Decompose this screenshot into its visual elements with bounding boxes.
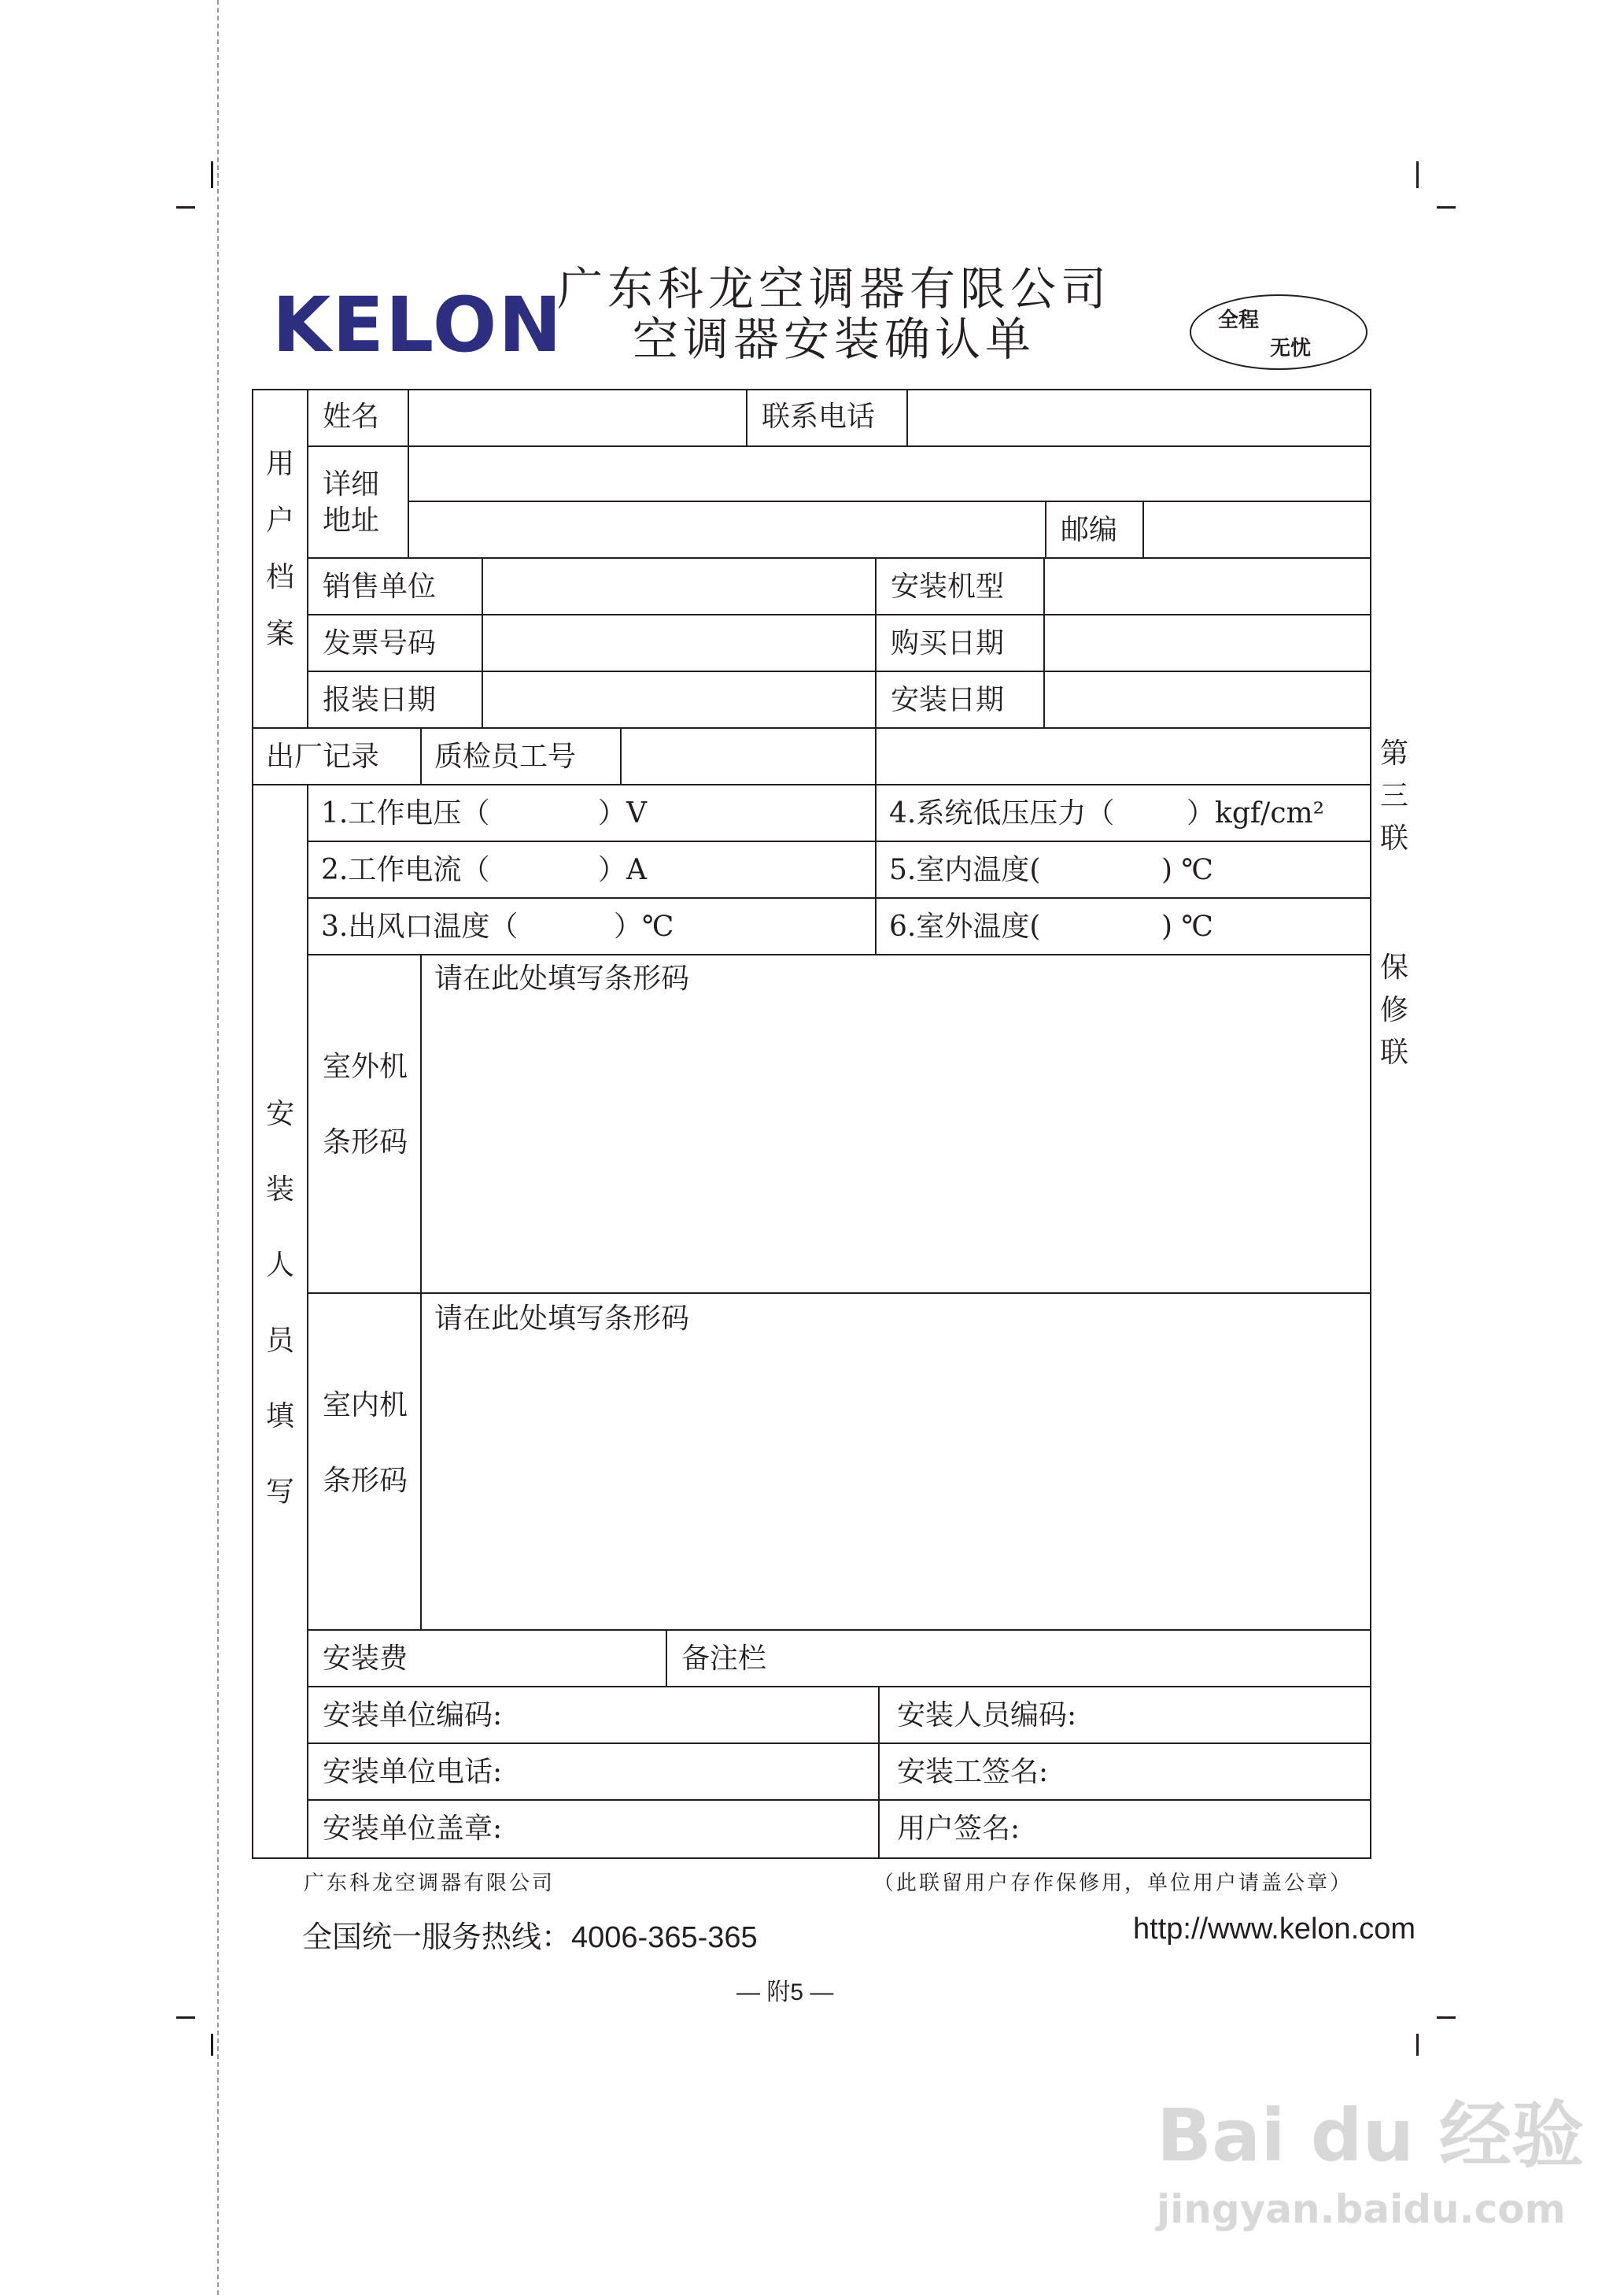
label-remarks: 备注栏 [681,1643,767,1675]
label-sales-unit: 销售单位 [323,571,437,603]
outdoor-barcode-hint: 请在此处填写条形码 [434,963,690,995]
section-user-4: 案 [265,618,294,650]
unit-voltage: ）V [598,797,647,830]
watermark-url: jingyan.baidu.com [1157,2186,1566,2232]
crop-mark [211,161,213,188]
section-installer-3: 人 [265,1249,294,1281]
label-factory-record: 出厂记录 [266,741,380,773]
seal-text-1: 全程 [1218,309,1260,332]
seal-text-2: 无忧 [1270,337,1312,360]
label-qc-no: 质检员工号 [434,741,577,773]
page-number: — 附5 — [736,1979,834,2005]
crop-mark [1437,2016,1456,2019]
unit-outlet-temp: ）℃ [614,911,674,943]
crop-mark [1437,206,1456,209]
section-user-1: 用 [265,448,294,480]
crop-mark [176,206,195,209]
label-indoor-unit: 室内机 [323,1389,408,1421]
perforation-line [217,0,219,2295]
label-unit-code: 安装单位编码: [323,1699,503,1731]
section-user-3: 档 [265,561,294,593]
crop-mark [211,2034,213,2056]
copy-name-3: 联 [1379,1037,1408,1069]
label-user-sign: 用户签名: [897,1813,1021,1845]
baidu-watermark [1157,2078,1584,2232]
section-installer-2: 装 [265,1173,294,1206]
label-install-date: 安装日期 [891,684,1005,716]
label-current: 2.工作电流（ [321,854,490,886]
label-outdoor-barcode: 条形码 [323,1126,408,1159]
crop-mark [1416,161,1419,188]
label-name: 姓名 [323,401,380,433]
label-install-model: 安装机型 [891,571,1005,603]
kelon-logo: KELON [272,281,563,369]
label-outlet-temp: 3.出风口温度（ [321,911,519,943]
label-installer-code: 安装人员编码: [897,1699,1077,1731]
label-purchase-date: 购买日期 [891,627,1005,660]
crop-mark [176,2016,195,2019]
label-indoor-temp: 5.室内温度( [889,854,1041,886]
copy-label-1: 第 [1379,737,1408,770]
label-indoor-barcode: 条形码 [323,1465,408,1497]
unit-outdoor-temp: ) ℃ [1161,911,1213,943]
label-voltage: 1.工作电压（ [321,797,490,830]
label-install-fee: 安装费 [323,1643,408,1675]
label-outdoor-unit: 室外机 [323,1051,408,1083]
section-installer-1: 安 [265,1098,294,1130]
copy-name-1: 保 [1379,952,1408,984]
footer-website[interactable]: http://www.kelon.com [1133,1913,1416,1946]
label-low-pressure: 4.系统低压压力（ [889,797,1115,830]
copy-label-3: 联 [1379,822,1408,855]
label-address-2: 地址 [323,504,380,537]
label-installer-sign: 安装工签名: [897,1756,1049,1788]
unit-current: ）A [598,854,647,886]
section-installer-4: 员 [265,1325,294,1357]
label-outdoor-temp: 6.室外温度( [889,911,1041,943]
unit-indoor-temp: ) ℃ [1161,854,1213,886]
form-title: 空调器安装确认单 [632,312,1035,366]
footer-company: 广东科龙空调器有限公司 [304,1872,555,1895]
label-phone: 联系电话 [762,401,876,433]
section-user-2: 户 [265,504,294,537]
crop-mark [1416,2034,1419,2056]
quality-seal [1190,294,1367,370]
copy-name-2: 修 [1379,994,1408,1026]
label-invoice-no: 发票号码 [323,627,437,660]
section-installer-6: 写 [265,1476,294,1508]
label-unit-stamp: 安装单位盖章: [323,1813,503,1845]
section-installer-5: 填 [265,1400,294,1432]
label-postcode: 邮编 [1061,514,1118,546]
label-address-1: 详细 [323,468,380,501]
unit-low-pressure: ）kgf/cm² [1187,797,1325,830]
label-unit-phone: 安装单位电话: [323,1756,503,1788]
copy-label-2: 三 [1379,780,1408,812]
footer-hotline: 全国统一服务热线：4006-365-365 [302,1921,758,1954]
watermark-brand: Bai du 经验 [1157,2094,1585,2178]
indoor-barcode-hint: 请在此处填写条形码 [434,1303,690,1335]
label-report-date: 报装日期 [323,684,437,716]
company-title: 广东科龙空调器有限公司 [556,262,1111,316]
footer-note: （此联留用户存作保修用，单位用户请盖公章） [873,1872,1353,1895]
